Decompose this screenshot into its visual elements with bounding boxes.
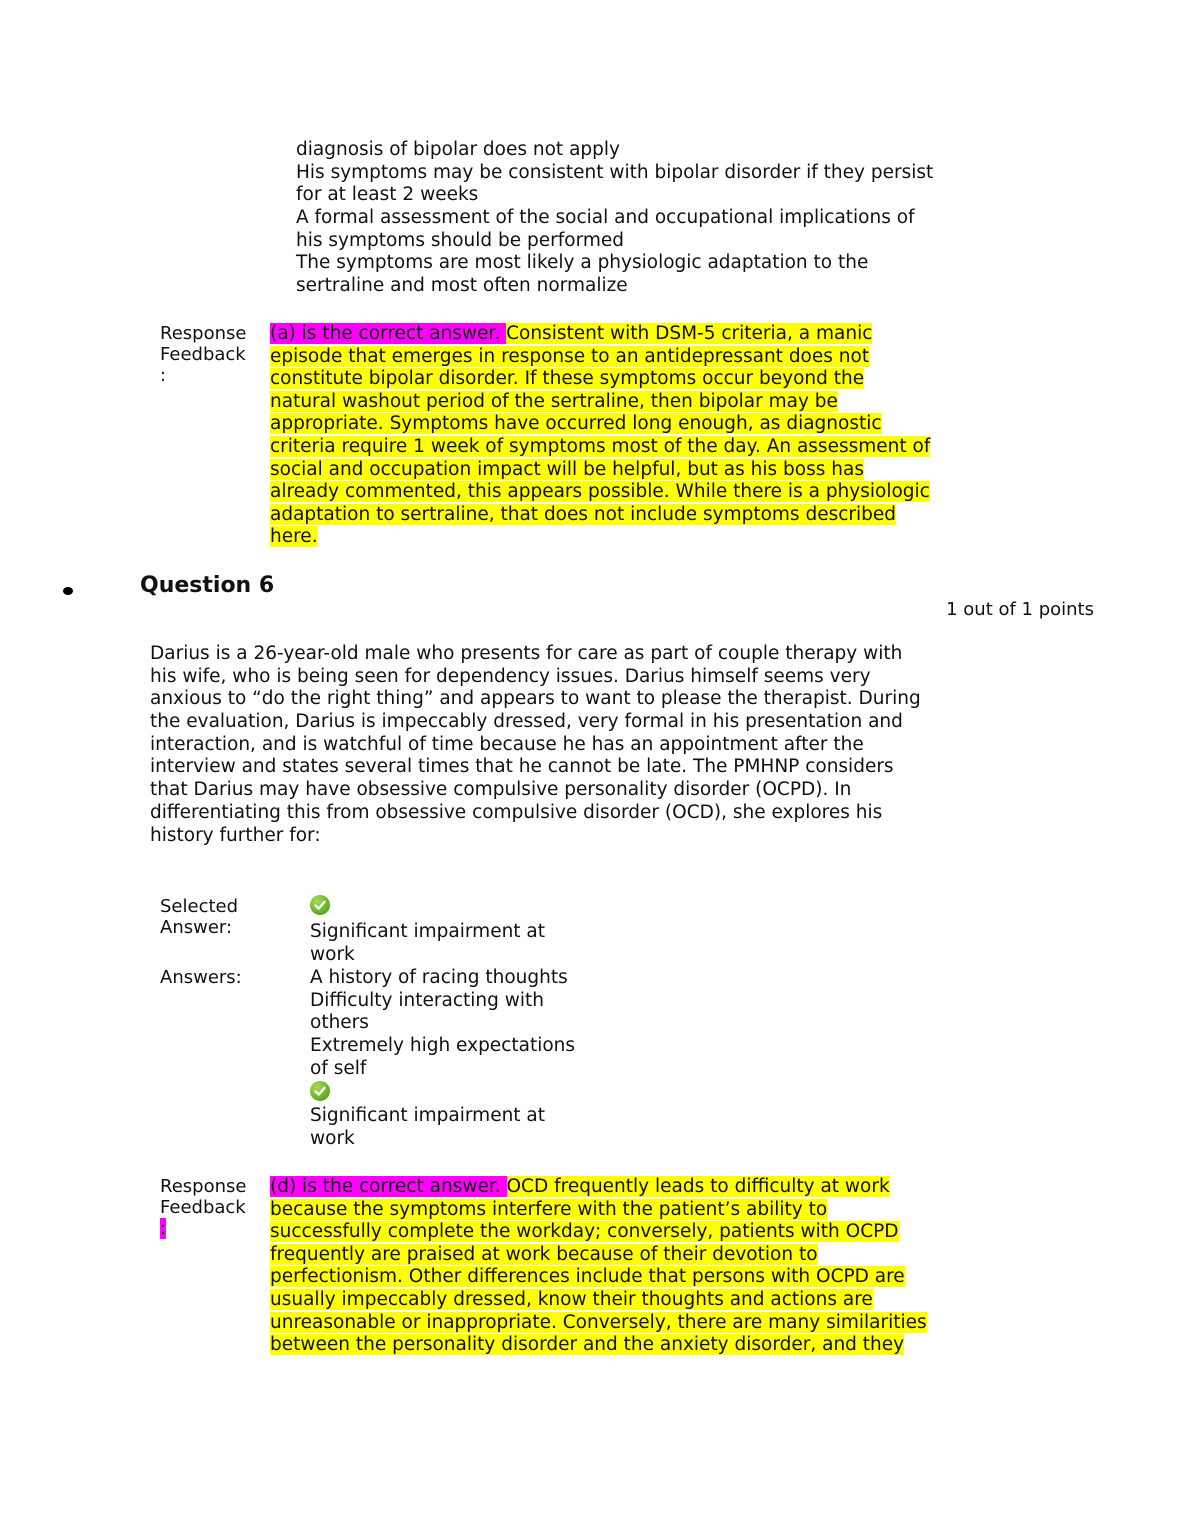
selected-label-line: Selected [160, 896, 239, 917]
feedback-line: between the personality disorder and the anxiety disorder, and they [270, 1334, 905, 1356]
feedback-label-line: Feedback [160, 1197, 246, 1218]
feedback-line: successfully complete the workday; conversely, patients with OCPD [270, 1221, 899, 1243]
prev-answer-line: his symptoms should be performed [296, 229, 625, 251]
prev-answer-line: sertraline and most often normalize [296, 275, 628, 297]
answer-option: of self [310, 1057, 367, 1079]
question-text-line: interview and states several times that he cannot be late. The PMHNP considers [150, 756, 894, 778]
question-text-line: the evaluation, Darius is impeccably dressed, very formal in his presentation and [150, 711, 903, 733]
check-circle-icon [310, 895, 330, 915]
feedback-label-line: Response [160, 323, 247, 344]
feedback-line: appropriate. Symptoms have occurred long enough, as diagnostic [270, 413, 882, 435]
feedback-line: natural washout period of the sertraline, then bipolar may be [270, 390, 838, 412]
feedback-line: here. [270, 526, 318, 548]
selected-answer-label [160, 896, 238, 938]
q6-feedback-label [160, 1176, 246, 1239]
feedback-line: OCD frequently leads to difficulty at work [506, 1176, 890, 1197]
selected-answer-line: Significant impairment at [310, 921, 546, 942]
answer-option: Difficulty interacting with [310, 989, 544, 1011]
feedback-line: because the symptoms interfere with the patient’s ability to [270, 1198, 828, 1220]
feedback-line: constitute bipolar disorder. If these symptoms occur beyond the [270, 368, 865, 390]
feedback-line: criteria require 1 week of symptoms most of the day. An assessment of [270, 435, 931, 457]
selected-answer [310, 921, 545, 966]
prev-feedback-text [270, 323, 930, 549]
check-circle-icon [310, 1081, 330, 1101]
feedback-label-line: : [160, 365, 167, 386]
answer-option: Extremely high expectations [310, 1035, 576, 1057]
feedback-line: frequently are praised at work because of their devotion to [270, 1243, 818, 1265]
feedback-label-line: Response [160, 1176, 247, 1197]
question-text-line: history further for: [150, 824, 321, 846]
prev-answer-line: His symptoms may be consistent with bipolar disorder if they persist [296, 161, 934, 183]
q6-feedback-text [270, 1176, 927, 1357]
answers-label: Answers: [160, 967, 242, 988]
feedback-line: perfectionism. Other differences include that persons with OCPD are [270, 1266, 905, 1288]
answer-option: A history of racing thoughts [310, 967, 568, 988]
feedback-line: episode that emerges in response to an antidepressant does not [270, 345, 870, 367]
answers-list [310, 967, 575, 1080]
question-text-line: interaction, and is watchful of time because he has an appointment after the [150, 733, 864, 755]
correct-answer-option [310, 1105, 545, 1150]
question-title: Question 6 [140, 573, 275, 598]
question-points: 1 out of 1 points [946, 599, 1094, 620]
feedback-line: social and occupation impact will be helpful, but as his boss has [270, 458, 864, 480]
question-text-line: that Darius may have obsessive compulsive personality disorder (OCPD). In [150, 779, 852, 801]
bullet-icon [63, 587, 73, 595]
answer-option: work [310, 1127, 355, 1149]
prev-feedback-label [160, 323, 246, 386]
prev-answer-line: for at least 2 weeks [296, 184, 479, 206]
prev-answer-line: The symptoms are most likely a physiologic adaptation to the [296, 252, 869, 274]
answer-option: others [310, 1012, 369, 1034]
selected-answer-line: work [310, 943, 355, 965]
feedback-label-line: : [160, 1218, 167, 1239]
feedback-line: adaptation to sertraline, that does not include symptoms described [270, 503, 897, 525]
correct-answer-highlight: (d) is the correct answer. [270, 1176, 507, 1197]
selected-label-line: Answer: [160, 917, 233, 938]
feedback-line: Consistent with DSM-5 criteria, a manic [506, 323, 873, 344]
question-text-line: differentiating this from obsessive compulsive disorder (OCD), she explores his [150, 801, 883, 823]
feedback-line: already commented, this appears possible. While there is a physiologic [270, 481, 930, 503]
question-text [150, 643, 921, 847]
feedback-line: unreasonable or inappropriate. Conversely, there are many similarities [270, 1311, 927, 1333]
prev-answer-list [296, 139, 933, 298]
feedback-line: usually impeccably dressed, know their thoughts and actions are [270, 1288, 873, 1310]
prev-answer-line: A formal assessment of the social and occupational implications of [296, 207, 915, 229]
question-text-line: Darius is a 26-year-old male who presents for care as part of couple therapy with [150, 643, 903, 664]
prev-answer-line: diagnosis of bipolar does not apply [296, 139, 620, 160]
correct-answer-highlight: (a) is the correct answer. [270, 323, 507, 344]
question-text-line: anxious to “do the right thing” and appears to want to please the therapist. During [150, 688, 921, 710]
feedback-label-line: Feedback [160, 344, 246, 365]
answer-option: Significant impairment at [310, 1105, 546, 1126]
question-text-line: his wife, who is being seen for dependency issues. Darius himself seems very [150, 665, 871, 687]
